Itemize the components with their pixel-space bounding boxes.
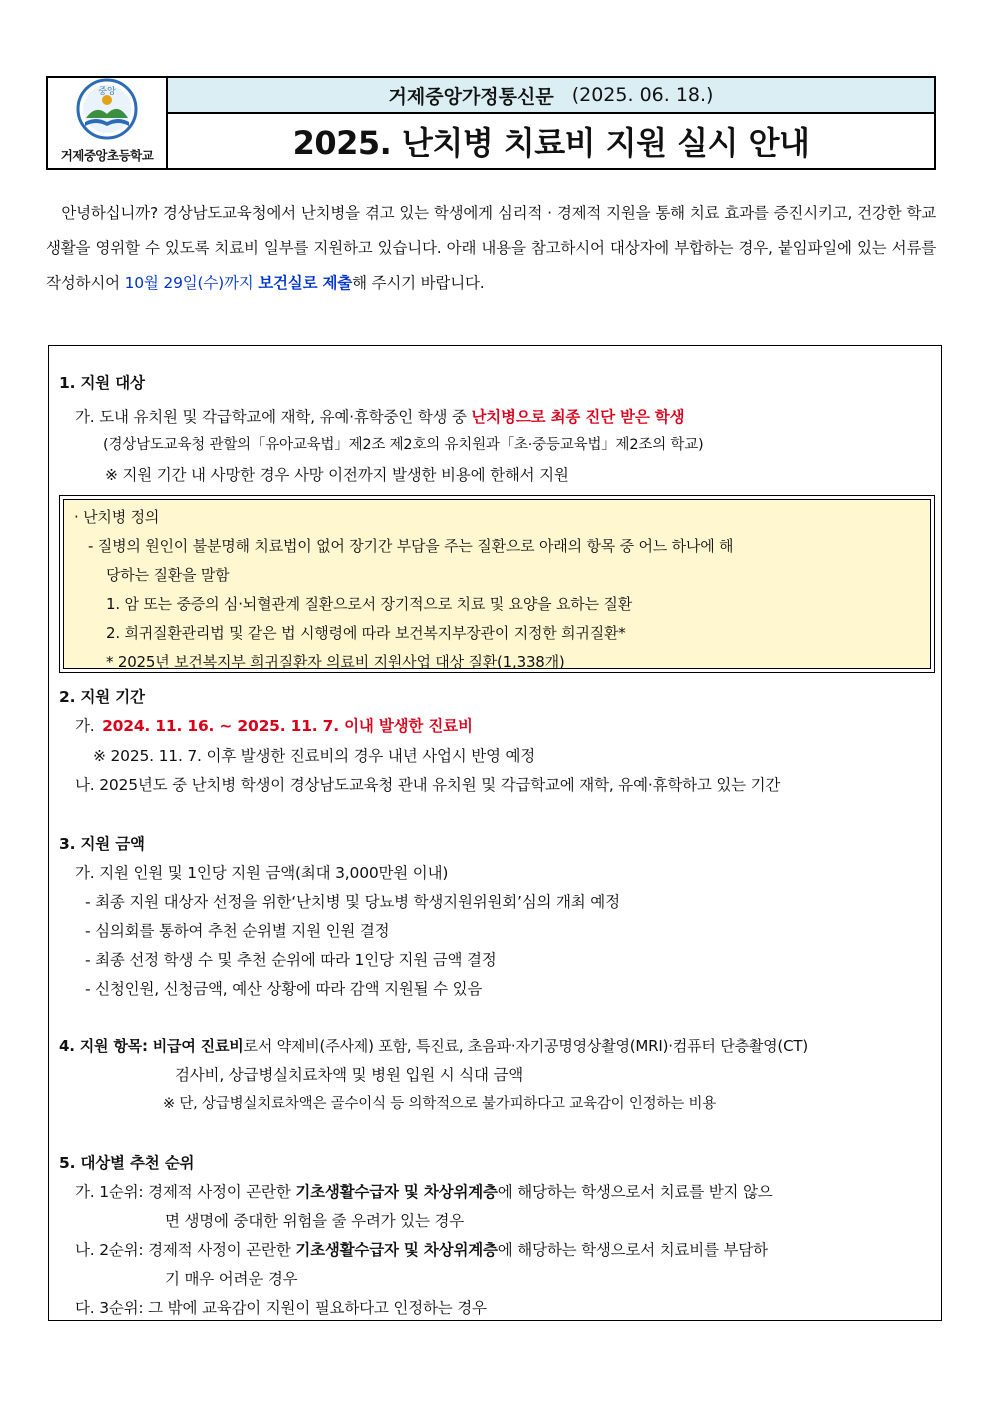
section1-heading: 1. 지원 대상 (59, 374, 145, 392)
section3-item-a: 가. 지원 인원 및 1인당 지원 금액(최대 3,000만원 이내) (75, 864, 449, 882)
section1-item-a-sub: (경상남도교육청 관할의「유아교육법」제2조 제2호의 유치원과「초·중등교육법」제2조의 학교) (103, 437, 704, 453)
section5-item-b-bold: 기초생활수급자 및 차상위계층 (295, 1241, 498, 1259)
section4-line2: 검사비, 상급병실치료차액 및 병원 입원 시 식대 금액 (175, 1066, 524, 1084)
section4-bold: 비급여 진료비 (152, 1037, 244, 1055)
page-title: 2025. 난치병 치료비 지원 실시 안내 (292, 124, 810, 162)
definition-title: · 난치병 정의 (74, 508, 160, 526)
school-badge-text: 중앙 (98, 87, 116, 97)
intro-submit: 보건실로 제출 (258, 274, 353, 292)
content-box (48, 345, 942, 1321)
section5-item-a-line2: 면 생명에 중대한 위험을 줄 우려가 있는 경우 (165, 1212, 465, 1230)
definition-item1: 1. 암 또는 중증의 심·뇌혈관계 질환으로서 장기적으로 치료 및 요양을 요하는 질환 (106, 595, 633, 613)
section2-note: ※ 2025. 11. 7. 이후 발생한 진료비의 경우 내년 사업시 반영 예정 (93, 747, 536, 765)
header-right (168, 78, 934, 168)
section5-item-a-bold: 기초생활수급자 및 차상위계층 (295, 1183, 498, 1201)
definition-box (59, 495, 935, 673)
section5-item-b-line2: 기 매우 어려운 경우 (165, 1270, 298, 1288)
section5-item-c: 다. 3순위: 그 밖에 교육감이 지원이 필요하다고 인정하는 경우 (75, 1299, 487, 1317)
school-name: 거제중앙초등학교 (60, 148, 154, 163)
newsletter-bar (168, 78, 934, 114)
section1-item-a-highlight: 난치병으로 최종 진단 받은 학생 (471, 408, 685, 426)
definition-line2: 당하는 질환을 말함 (106, 566, 230, 584)
section5-item-b-prefix: 나. 2순위: 경제적 사정이 곤란한 (75, 1241, 296, 1259)
intro-text-end: 해 주시기 바랍니다. (352, 274, 485, 292)
section3-heading: 3. 지원 금액 (59, 835, 145, 853)
section2-heading: 2. 지원 기간 (59, 688, 145, 706)
section5-item-a-prefix: 가. 1순위: 경제적 사정이 곤란한 (75, 1183, 296, 1201)
section3-detail-4: - 신청인원, 신청금액, 예산 상황에 따라 감액 지원될 수 있음 (85, 980, 483, 998)
section5-item-b-rest: 에 해당하는 학생으로서 치료비를 부담하 (497, 1241, 768, 1259)
definition-line1: - 질병의 원인이 불분명해 치료법이 없어 장기간 부담을 주는 질환으로 아래의 항목 중 어느 하나에 해 (88, 537, 734, 555)
school-logo-cell (48, 78, 168, 168)
section1-item-a-text: 가. 도내 유치원 및 각급학교에 재학, 유예·휴학중인 학생 중 (75, 408, 472, 426)
section5-item-b (75, 1238, 768, 1262)
definition-item2: 2. 희귀질환관리법 및 같은 법 시행령에 따라 보건복지부장관이 지정한 희귀질환* (106, 624, 626, 642)
intro-deadline: 10월 29일(수)까지 (124, 274, 259, 292)
newsletter-name: 거제중앙가정통신문 (388, 85, 554, 108)
intro-paragraph (46, 196, 936, 301)
section3-detail-3: - 최종 선정 학생 수 및 추천 순위에 따라 1인당 지원 금액 결정 (85, 951, 497, 969)
section4-note: ※ 단, 상급병실치료차액은 골수이식 등 의학적으로 불가피하다고 교육감이 인정하는 비용 (163, 1096, 717, 1112)
header-table (46, 76, 936, 170)
section5-item-a (75, 1180, 773, 1204)
section4-heading: 4. 지원 항목: (59, 1037, 153, 1055)
section5-item-a-rest: 에 해당하는 학생으로서 치료를 받지 않으 (497, 1183, 773, 1201)
section3-detail-2: - 심의회를 통하여 추천 순위별 지원 인원 결정 (85, 922, 390, 940)
section3-detail-1: - 최종 지원 대상자 선정을 위한‘난치병 및 당뇨병 학생지원위원회’심의 개최 예정 (85, 893, 620, 911)
section1-item-a (75, 405, 684, 429)
school-emblem-icon (76, 78, 138, 140)
section2-item-a-period: 2024. 11. 16. ~ 2025. 11. 7. 이내 발생한 진료비 (102, 717, 473, 735)
section2-item-a (75, 714, 473, 738)
definition-note: * 2025년 보건복지부 희귀질환자 의료비 지원사업 대상 질환(1,338개) (106, 653, 565, 671)
section1-note: ※ 지원 기간 내 사망한 경우 사망 이전까지 발생한 비용에 한해서 지원 (105, 466, 569, 484)
section4-rest: 로서 약제비(주사제) 포함, 특진료, 초음파·자기공명영상촬영(MRI)·컴퓨터 단층촬영(CT) (243, 1037, 808, 1055)
section5-heading: 5. 대상별 추천 순위 (59, 1154, 195, 1172)
section4-line1 (59, 1034, 808, 1058)
intro-text: 안녕하십니까? 경상남도교육청에서 난치병을 겪고 있는 학생에게 심리적 · 경제적 지원을 통해 치료 효과를 증진시키고, 건강한 학교 생활을 영위할 수 있도록 치료비 일부를 지원하고 있습니다. 아래 내용을 참고하시어 대상자에 부합하는 경우, 붙임파일에 있는 서류를 작성하시어 (46, 204, 936, 292)
newsletter-date: (2025. 06. 18.) (571, 84, 714, 106)
section2-item-a-prefix: 가. (75, 717, 95, 735)
definition-box-inner (63, 499, 931, 669)
section2-item-b: 나. 2025년도 중 난치병 학생이 경상남도교육청 관내 유치원 및 각급학교에 재학, 유예·휴학하고 있는 기간 (75, 776, 781, 794)
